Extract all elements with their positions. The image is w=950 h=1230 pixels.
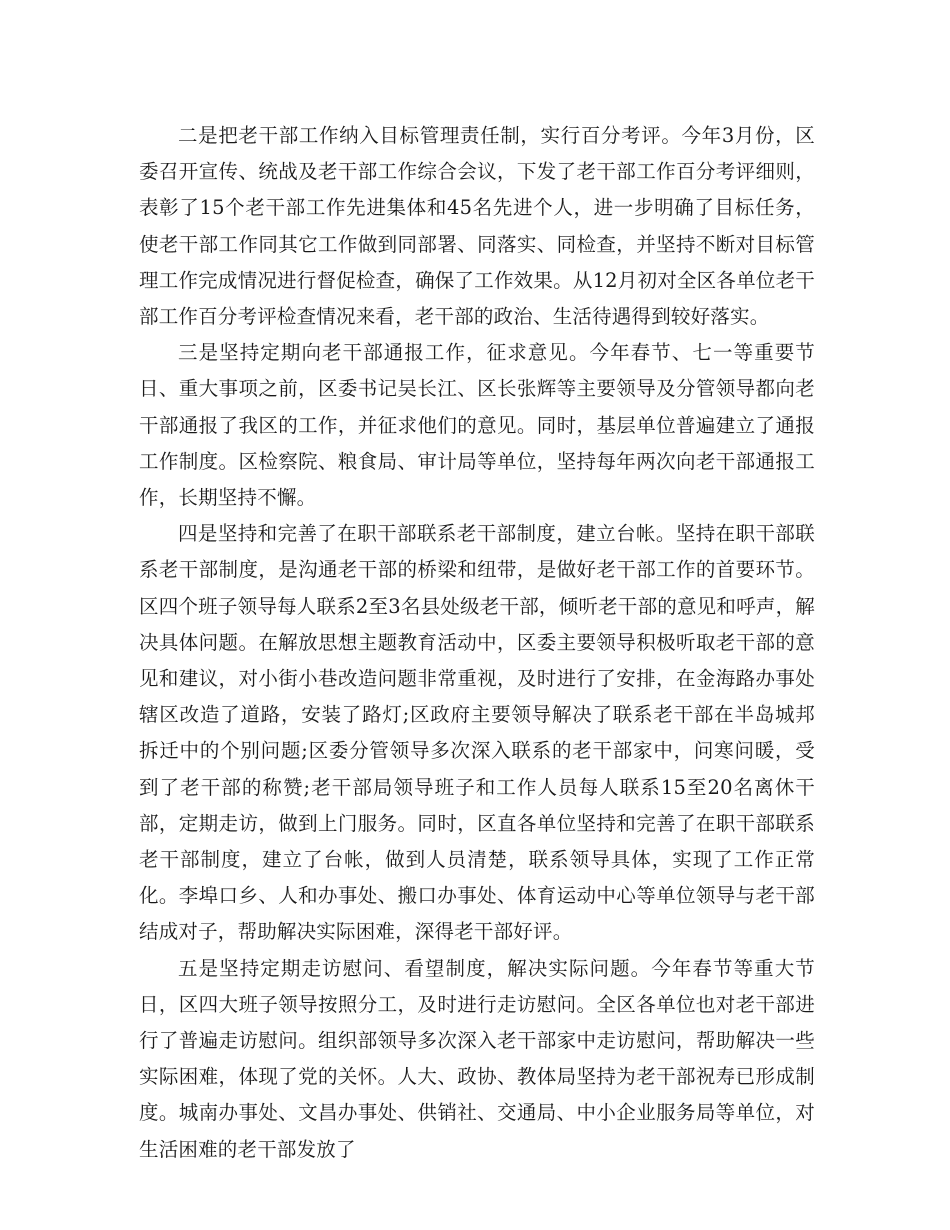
document-body	[139, 118, 815, 1168]
paragraph-cadre-contact-system: 四是坚持和完善了在职干部联系老干部制度，建立台帐。坚持在职干部联系老干部制度，是沟通老干部的桥梁和纽带，是做好老干部工作的首要环节。区四个班子领导每人联系2至3名县处级老干部，倾听老干部的意见和呼声，解决具体问题。在解放思想主题教育活动中，区委主要领导积极听取老干部的意见和建议，对小街小巷改造问题非常重视，及时进行了安排，在金海路办事处辖区改造了道路，安装了路灯;区政府主要领导解决了联系老干部在半岛城邦拆迁中的个别问题;区委分管领导多次深入联系的老干部家中，问寒问暖，受到了老干部的称赞;老干部局领导班子和工作人员每人联系15至20名离休干部，定期走访，做到上门服务。同时，区直各单位坚持和完善了在职干部联系老干部制度，建立了台帐，做到人员清楚，联系领导具体，实现了工作正常化。李埠口乡、人和办事处、搬口办事处、体育运动中心等单位领导与老干部结成对子，帮助解决实际困难，深得老干部好评。	[139, 522, 815, 944]
paragraph-regular-briefing: 三是坚持定期向老干部通报工作，征求意见。今年春节、七一等重要节日、重大事项之前，区委书记吴长江、区长张辉等主要领导及分管领导都向老干部通报了我区的工作，并征求他们的意见。同时，基层单位普遍建立了通报工作制度。区检察院、粮食局、审计局等单位，坚持每年两次向老干部通报工作，长期坚持不懈。	[139, 341, 815, 510]
paragraph-target-management: 二是把老干部工作纳入目标管理责任制，实行百分考评。今年3月份，区委召开宣传、统战及老干部工作综合会议，下发了老干部工作百分考评细则，表彰了15个老干部工作先进集体和45名先进个人，进一步明确了目标任务，使老干部工作同其它工作做到同部署、同落实、同检查，并坚持不断对目标管理工作完成情况进行督促检查，确保了工作效果。从12月初对全区各单位老干部工作百分考评检查情况来看，老干部的政治、生活待遇得到较好落实。	[139, 124, 815, 329]
paragraph-visits-and-condolences: 五是坚持定期走访慰问、看望制度，解决实际问题。今年春节等重大节日，区四大班子领导按照分工，及时进行走访慰问。全区各单位也对老干部进行了普遍走访慰问。组织部领导多次深入老干部家中走访慰问，帮助解决一些实际困难，体现了党的关怀。人大、政协、教体局坚持为老干部祝寿已形成制度。城南办事处、文昌办事处、供销社、交通局、中小企业服务局等单位，对生活困难的老干部发放了	[139, 956, 815, 1161]
